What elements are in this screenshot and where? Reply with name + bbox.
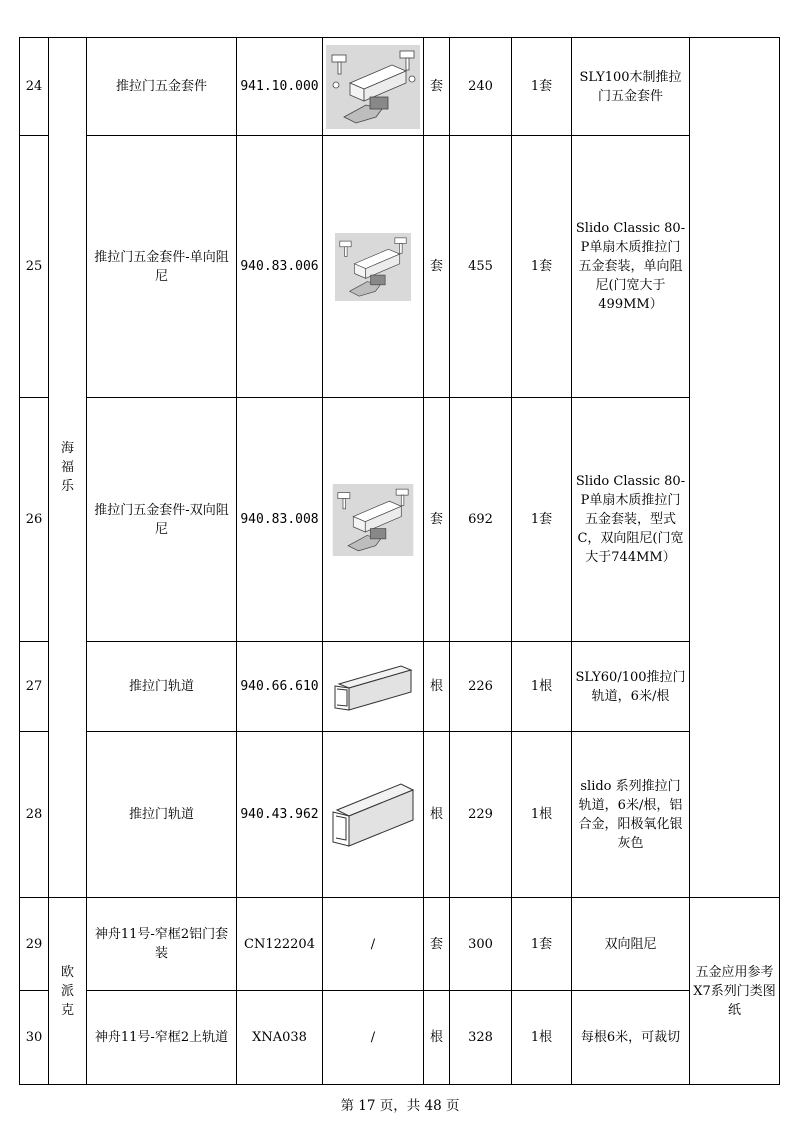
brand-cell-oupaike: 欧 派 克	[49, 898, 87, 1085]
price: 229	[450, 732, 512, 898]
product-name: 推拉门五金套件-双向阻尼	[87, 398, 237, 642]
price: 692	[450, 398, 512, 642]
row-number: 25	[20, 136, 49, 398]
unit: 套	[424, 398, 450, 642]
row-number: 27	[20, 642, 49, 732]
product-name: 推拉门轨道	[87, 732, 237, 898]
hardware-kit-icon	[326, 45, 420, 129]
product-image	[323, 136, 424, 398]
price: 240	[450, 38, 512, 136]
product-code: XNA038	[237, 991, 323, 1085]
hardware-kit-icon	[327, 484, 419, 556]
unit: 套	[424, 38, 450, 136]
rail-profile-icon	[331, 662, 415, 712]
page-footer: 第 17 页，共 48 页	[340, 1098, 460, 1114]
quantity: 1套	[512, 398, 572, 642]
price: 300	[450, 898, 512, 991]
product-image	[323, 642, 424, 732]
brand-cell-haifule: 海 福 乐	[49, 38, 87, 898]
table-row	[20, 136, 780, 398]
row-number: 26	[20, 398, 49, 642]
unit: 套	[424, 136, 450, 398]
remark: Slido Classic 80-P单扇木质推拉门五金套装，型式C，双向阻尼(门宽大于744MM）	[572, 398, 690, 642]
remark: SLY60/100推拉门轨道，6米/根	[572, 642, 690, 732]
price: 328	[450, 991, 512, 1085]
product-code: 940.83.008	[237, 398, 323, 642]
remark: Slido Classic 80-P单扇木质推拉门五金套装，单向阻尼(门宽大于499MM）	[572, 136, 690, 398]
quantity: 1根	[512, 732, 572, 898]
quantity: 1套	[512, 136, 572, 398]
remark: slido 系列推拉门轨道，6米/根，铝合金，阳极氧化银灰色	[572, 732, 690, 898]
table-row	[20, 732, 780, 898]
product-name: 推拉门五金套件	[87, 38, 237, 136]
product-image-placeholder: /	[323, 898, 424, 991]
row-number: 30	[20, 991, 49, 1085]
remark: SLY100木制推拉门五金套件	[572, 38, 690, 136]
product-name: 推拉门轨道	[87, 642, 237, 732]
remark: 每根6米，可裁切	[572, 991, 690, 1085]
table-row	[20, 398, 780, 642]
price: 226	[450, 642, 512, 732]
table-row	[20, 38, 780, 136]
quantity: 1套	[512, 898, 572, 991]
rail-profile-icon	[329, 780, 417, 850]
table-row	[20, 991, 780, 1085]
row-number: 24	[20, 38, 49, 136]
product-name: 神舟11号-窄框2上轨道	[87, 991, 237, 1085]
quantity: 1根	[512, 642, 572, 732]
row-number: 29	[20, 898, 49, 991]
product-name: 神舟11号-窄框2铝门套装	[87, 898, 237, 991]
product-image-placeholder: /	[323, 991, 424, 1085]
product-code: 940.66.610	[237, 642, 323, 732]
unit: 根	[424, 732, 450, 898]
table-row	[20, 642, 780, 732]
quantity: 1套	[512, 38, 572, 136]
table-row	[20, 898, 780, 991]
product-code: 940.43.962	[237, 732, 323, 898]
quantity: 1根	[512, 991, 572, 1085]
product-code: CN122204	[237, 898, 323, 991]
remark: 双向阻尼	[572, 898, 690, 991]
group-note: 五金应用参考X7系列门类图纸	[690, 898, 780, 1085]
note-cell-empty	[690, 38, 780, 898]
price: 455	[450, 136, 512, 398]
unit: 根	[424, 991, 450, 1085]
product-table	[19, 37, 780, 1085]
unit: 根	[424, 642, 450, 732]
row-number: 28	[20, 732, 49, 898]
product-image	[323, 732, 424, 898]
product-image	[323, 38, 424, 136]
product-image	[323, 398, 424, 642]
unit: 套	[424, 898, 450, 991]
product-name: 推拉门五金套件-单向阻尼	[87, 136, 237, 398]
product-code: 941.10.000	[237, 38, 323, 136]
hardware-kit-icon	[328, 233, 418, 301]
product-code: 940.83.006	[237, 136, 323, 398]
